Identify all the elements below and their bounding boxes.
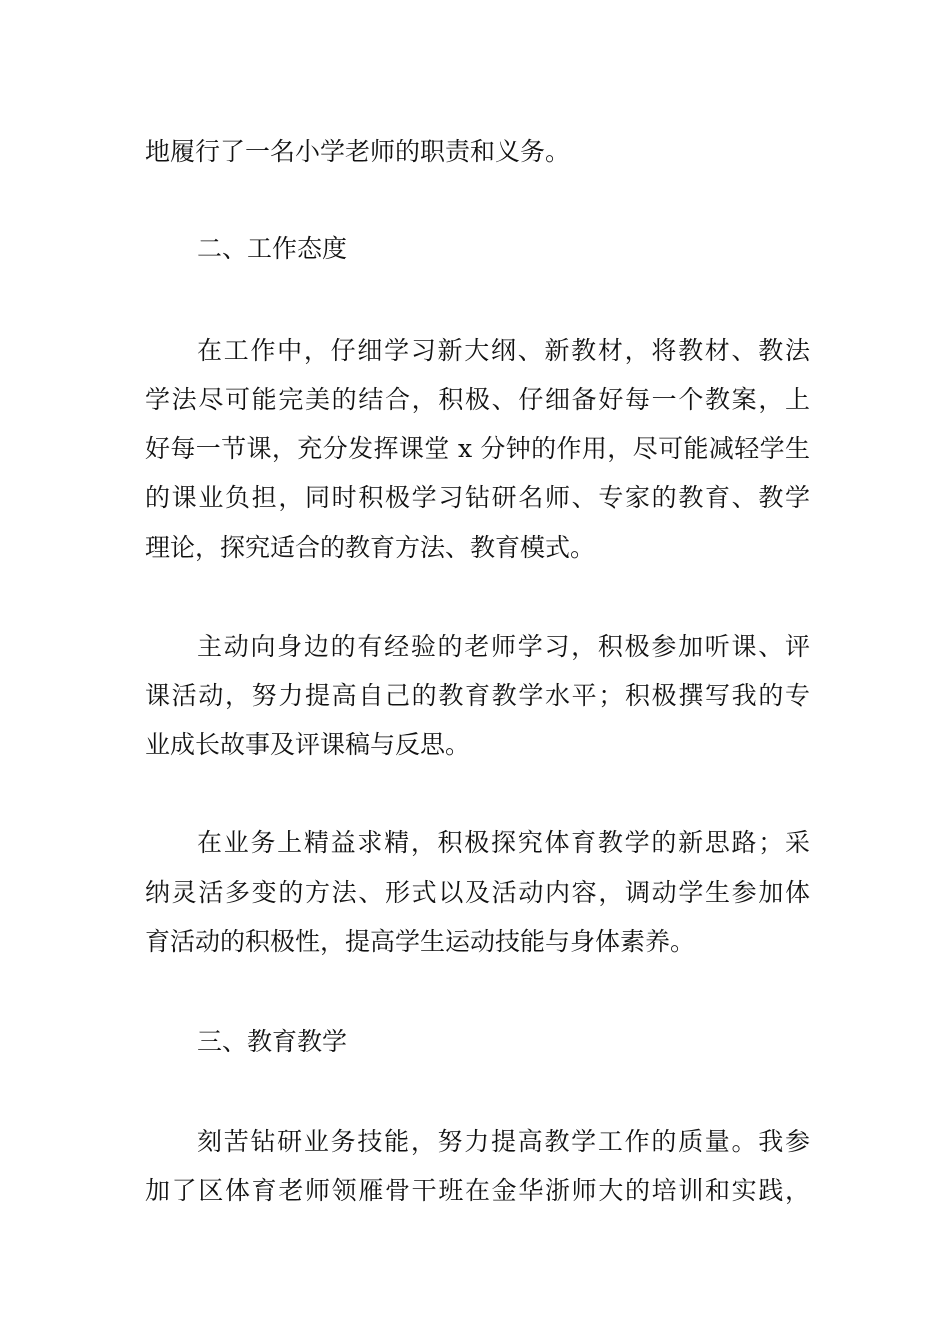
paragraph-line: 刻苦钻研业务技能，努力提高教学工作的质量。我参 xyxy=(197,1127,810,1156)
section-heading-education-teaching: 三、教育教学 xyxy=(197,1027,348,1056)
paragraph-line: 学法尽可能完美的结合，积极、仔细备好每一个教案，上 xyxy=(145,385,810,414)
paragraph-line: 加了区体育老师领雁骨干班在金华浙师大的培训和实践， xyxy=(145,1176,810,1205)
paragraph-line: 理论，探究适合的教育方法、教育模式。 xyxy=(145,533,596,562)
paragraph-line: 的课业负担，同时积极学习钻研名师、专家的教育、教学 xyxy=(145,483,810,512)
paragraph-line: 地履行了一名小学老师的职责和义务。 xyxy=(145,137,571,166)
paragraph-line: 育活动的积极性，提高学生运动技能与身体素养。 xyxy=(145,927,696,956)
paragraph-line: 课活动，努力提高自己的教育教学水平；积极撰写我的专 xyxy=(145,681,810,710)
paragraph-line: 在业务上精益求精，积极探究体育教学的新思路；采 xyxy=(197,828,810,857)
section-heading-work-attitude: 二、工作态度 xyxy=(197,234,348,263)
paragraph-line: 在工作中，仔细学习新大纲、新教材，将教材、教法 xyxy=(197,336,810,365)
paragraph-line: 主动向身边的有经验的老师学习，积极参加听课、评 xyxy=(197,632,810,661)
paragraph-line: 纳灵活多变的方法、形式以及活动内容，调动学生参加体 xyxy=(145,878,810,907)
paragraph-line: 好每一节课，充分发挥课堂 x 分钟的作用，尽可能减轻学生 xyxy=(145,434,810,463)
paragraph-line: 业成长故事及评课稿与反思。 xyxy=(145,730,471,759)
